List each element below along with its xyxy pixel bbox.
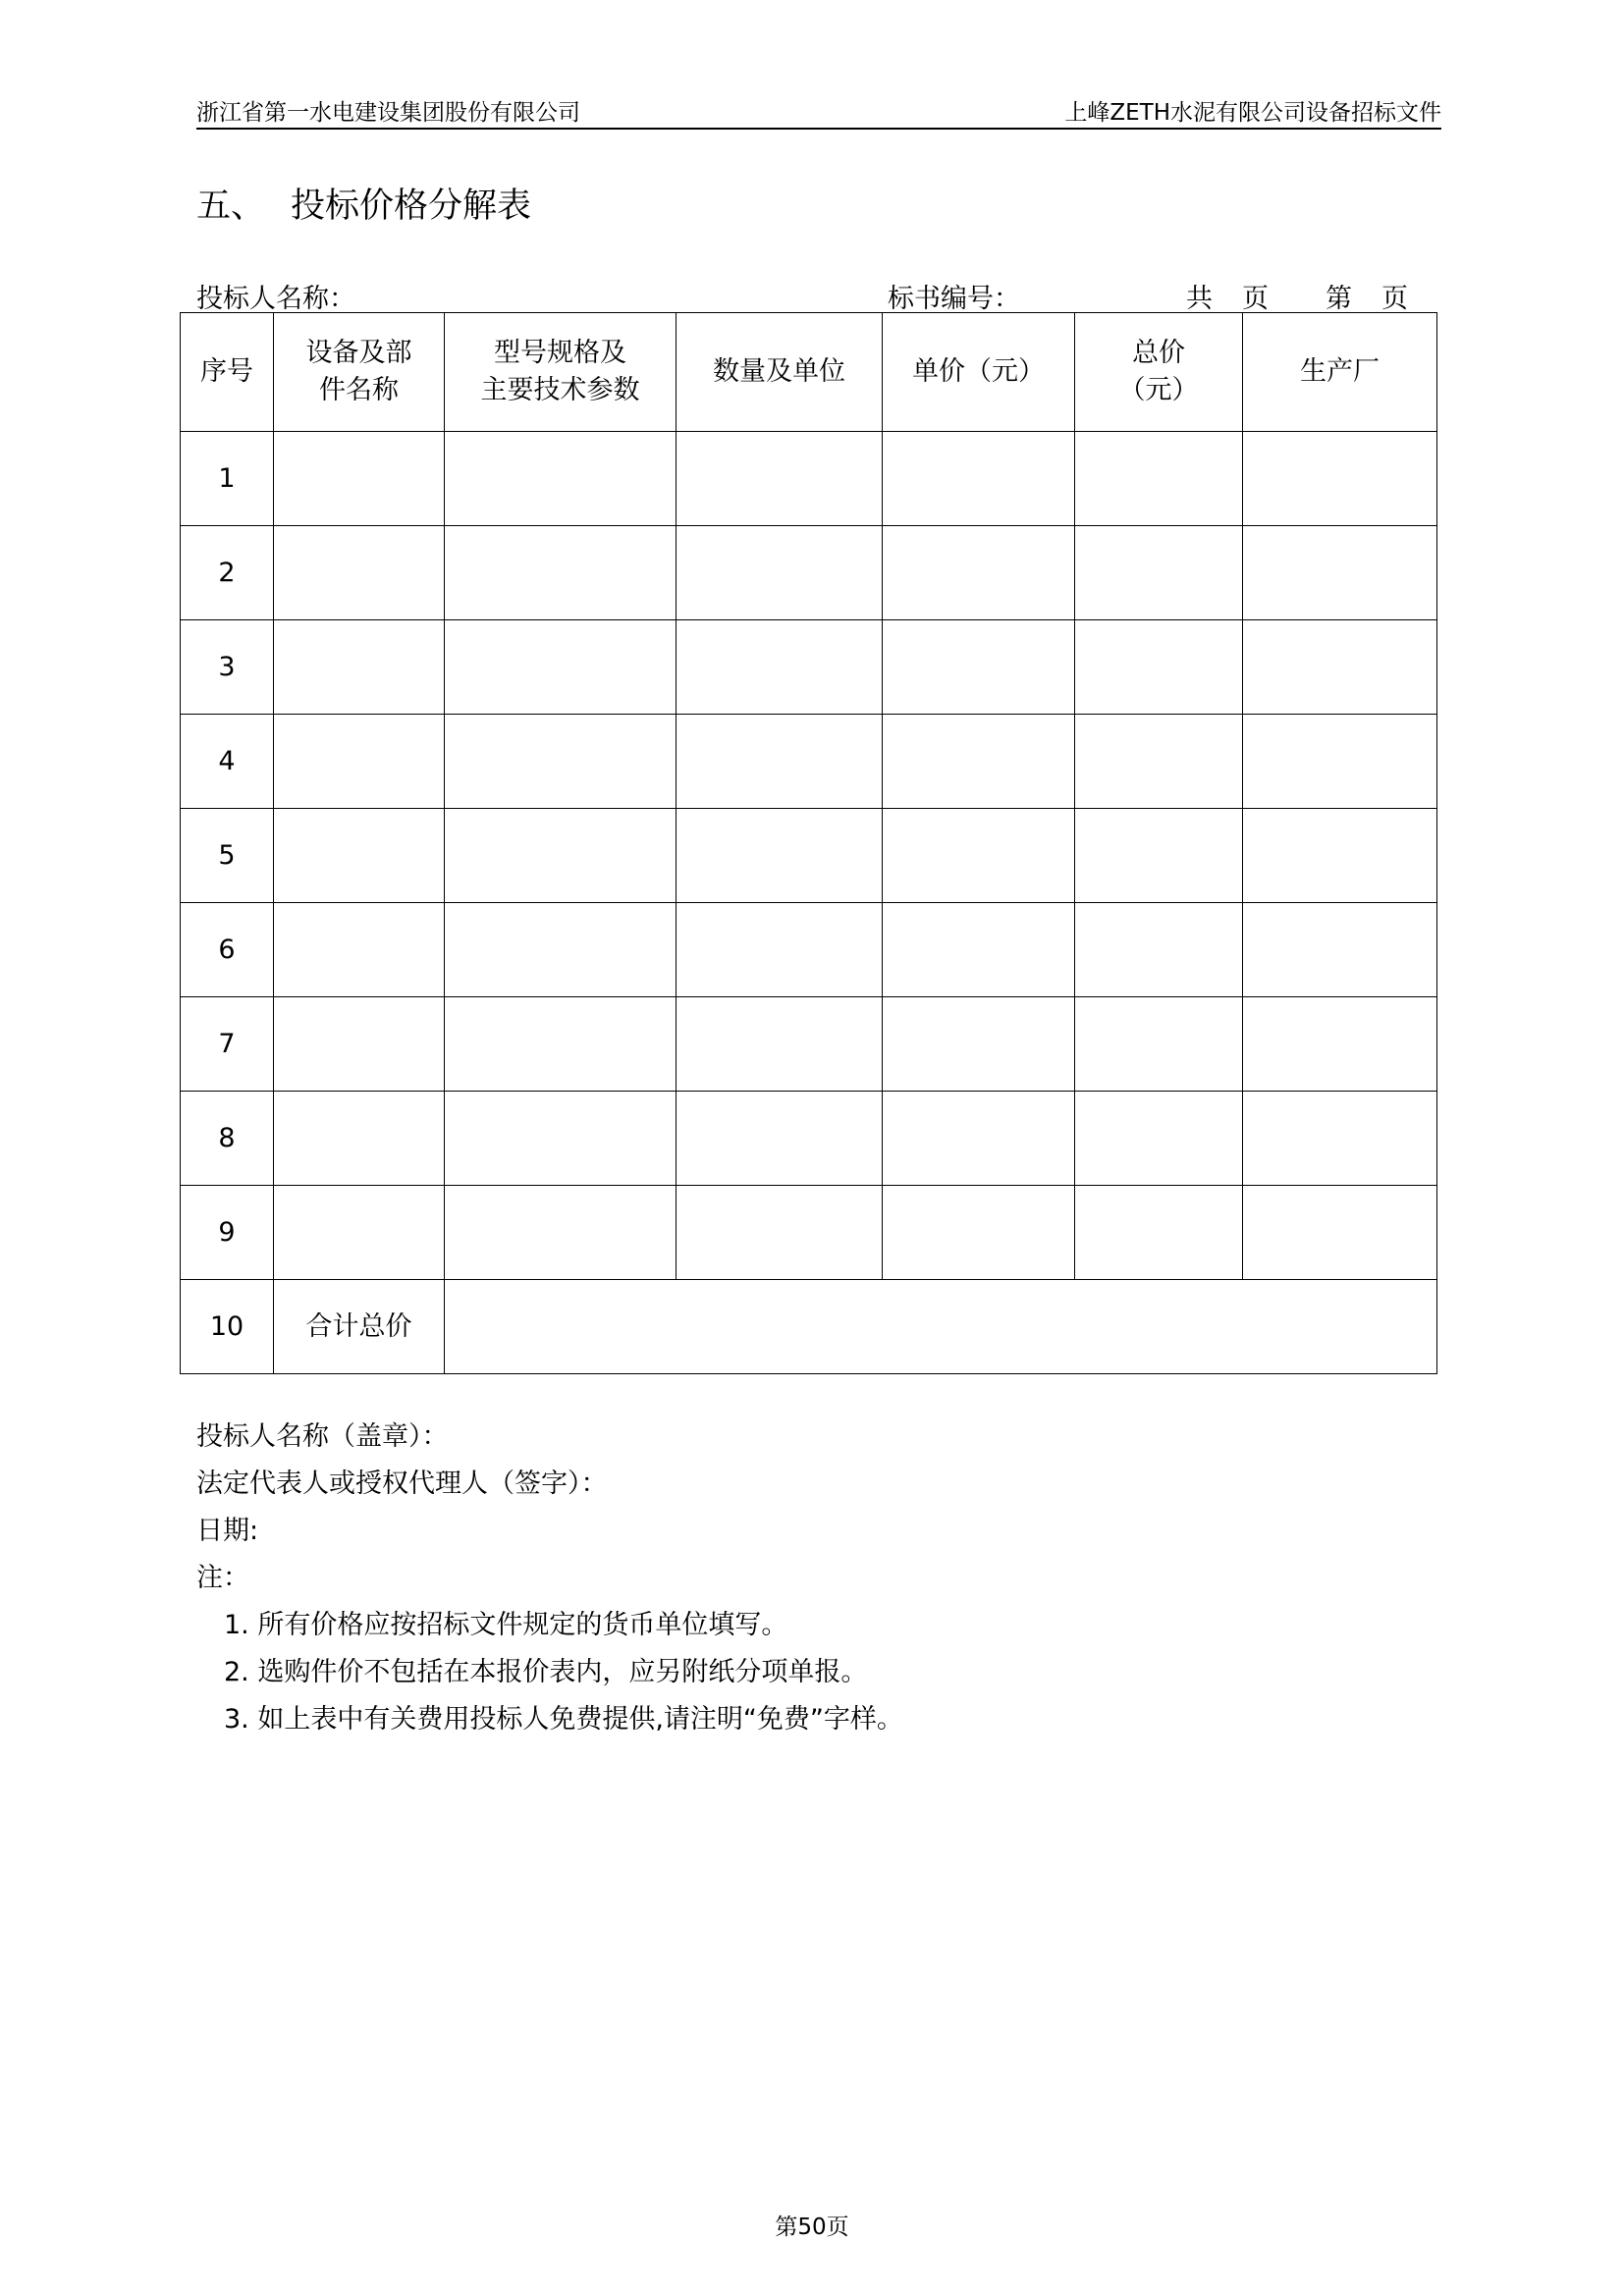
cell-total-price[interactable] (1075, 620, 1243, 715)
row-number: 7 (181, 997, 274, 1092)
cell-grand-total[interactable] (445, 1280, 1437, 1374)
table-row (181, 715, 1437, 809)
cell-total-price[interactable] (1075, 715, 1243, 809)
cell-manufacturer[interactable] (1243, 1186, 1437, 1280)
table-row (181, 620, 1437, 715)
row-number: 8 (181, 1092, 274, 1186)
table-row (181, 432, 1437, 526)
note-item: 3. 如上表中有关费用投标人免费提供,请注明“免费”字样。 (224, 1704, 903, 1735)
cell-equipment-name[interactable] (274, 526, 445, 620)
notes-label: 注： (196, 1563, 249, 1593)
table-row (181, 997, 1437, 1092)
seal-line: 投标人名称（盖章）： (196, 1421, 449, 1452)
cell-unit-price[interactable] (883, 1092, 1075, 1186)
cell-quantity-unit[interactable] (677, 620, 883, 715)
cell-equipment-name[interactable] (274, 997, 445, 1092)
row-number: 1 (181, 432, 274, 526)
cell-quantity-unit[interactable] (677, 526, 883, 620)
cell-unit-price[interactable] (883, 715, 1075, 809)
cell-model-spec[interactable] (445, 1092, 677, 1186)
cell-quantity-unit[interactable] (677, 715, 883, 809)
col-header-equipment-name: 设备及部 件名称 (274, 313, 445, 432)
current-page-unit: 页 (1381, 284, 1408, 314)
header-document-title: 上峰ZETH水泥有限公司设备招标文件 (1064, 100, 1441, 126)
cell-model-spec[interactable] (445, 526, 677, 620)
cell-quantity-unit[interactable] (677, 997, 883, 1092)
total-pages-unit: 页 (1242, 284, 1269, 314)
cell-model-spec[interactable] (445, 903, 677, 997)
cell-total-price[interactable] (1075, 809, 1243, 903)
bidder-name-label: 投标人名称： (196, 284, 355, 314)
cell-equipment-name[interactable] (274, 1092, 445, 1186)
row-number: 9 (181, 1186, 274, 1280)
cell-quantity-unit[interactable] (677, 903, 883, 997)
cell-model-spec[interactable] (445, 620, 677, 715)
total-row-number: 10 (181, 1280, 274, 1374)
cell-equipment-name[interactable] (274, 715, 445, 809)
row-number: 4 (181, 715, 274, 809)
table-row (181, 809, 1437, 903)
cell-manufacturer[interactable] (1243, 526, 1437, 620)
page-number: 第50页 (775, 2215, 849, 2240)
cell-quantity-unit[interactable] (677, 1186, 883, 1280)
header-divider (196, 128, 1441, 130)
note-item: 1. 所有价格应按招标文件规定的货币单位填写。 (224, 1610, 788, 1640)
cell-model-spec[interactable] (445, 997, 677, 1092)
total-pages-label: 共 (1186, 284, 1213, 314)
note-item: 2. 选购件价不包括在本报价表内，应另附纸分项单报。 (224, 1657, 868, 1687)
cell-unit-price[interactable] (883, 620, 1075, 715)
section-number: 五、 (196, 187, 266, 226)
cell-equipment-name[interactable] (274, 620, 445, 715)
cell-manufacturer[interactable] (1243, 1092, 1437, 1186)
table-row (181, 903, 1437, 997)
cell-manufacturer[interactable] (1243, 903, 1437, 997)
cell-equipment-name[interactable] (274, 903, 445, 997)
col-header-model-spec: 型号规格及 主要技术参数 (445, 313, 677, 432)
cell-unit-price[interactable] (883, 809, 1075, 903)
book-number-label: 标书编号： (888, 284, 1020, 314)
cell-unit-price[interactable] (883, 997, 1075, 1092)
cell-quantity-unit[interactable] (677, 432, 883, 526)
cell-model-spec[interactable] (445, 432, 677, 526)
cell-unit-price[interactable] (883, 903, 1075, 997)
cell-unit-price[interactable] (883, 526, 1075, 620)
cell-model-spec[interactable] (445, 809, 677, 903)
date-line: 日期: (196, 1516, 259, 1546)
section-title-text: 投标价格分解表 (291, 187, 532, 226)
cell-unit-price[interactable] (883, 432, 1075, 526)
signature-line: 法定代表人或授权代理人（签字）： (196, 1468, 608, 1499)
row-number: 2 (181, 526, 274, 620)
col-header-no: 序号 (181, 313, 274, 432)
page-count-line (1186, 277, 1408, 315)
cell-manufacturer[interactable] (1243, 715, 1437, 809)
cell-manufacturer[interactable] (1243, 432, 1437, 526)
cell-manufacturer[interactable] (1243, 620, 1437, 715)
cell-manufacturer[interactable] (1243, 997, 1437, 1092)
cell-total-price[interactable] (1075, 903, 1243, 997)
row-number: 3 (181, 620, 274, 715)
cell-model-spec[interactable] (445, 715, 677, 809)
table-row (181, 1186, 1437, 1280)
cell-equipment-name[interactable] (274, 1186, 445, 1280)
cell-quantity-unit[interactable] (677, 809, 883, 903)
row-number: 5 (181, 809, 274, 903)
cell-total-price[interactable] (1075, 1092, 1243, 1186)
col-header-manufacturer: 生产厂 (1243, 313, 1437, 432)
cell-total-price[interactable] (1075, 432, 1243, 526)
table-header-row (181, 313, 1437, 432)
row-number: 6 (181, 903, 274, 997)
col-header-quantity-unit: 数量及单位 (677, 313, 883, 432)
col-header-total-price: 总价 （元） (1075, 313, 1243, 432)
cell-model-spec[interactable] (445, 1186, 677, 1280)
section-title (196, 179, 531, 228)
total-row (181, 1280, 1437, 1374)
table-row (181, 1092, 1437, 1186)
current-page-label: 第 (1326, 284, 1352, 314)
price-breakdown-table (180, 312, 1437, 1374)
cell-manufacturer[interactable] (1243, 809, 1437, 903)
table-row (181, 526, 1437, 620)
cell-total-price[interactable] (1075, 526, 1243, 620)
cell-total-price[interactable] (1075, 1186, 1243, 1280)
cell-quantity-unit[interactable] (677, 1092, 883, 1186)
cell-unit-price[interactable] (883, 1186, 1075, 1280)
signature-block (196, 1414, 903, 1743)
cell-equipment-name[interactable] (274, 432, 445, 526)
cell-equipment-name[interactable] (274, 809, 445, 903)
total-price-label: 合计总价 (274, 1280, 445, 1374)
header-company: 浙江省第一水电建设集团股份有限公司 (196, 100, 580, 126)
cell-total-price[interactable] (1075, 997, 1243, 1092)
col-header-unit-price: 单价（元） (883, 313, 1075, 432)
